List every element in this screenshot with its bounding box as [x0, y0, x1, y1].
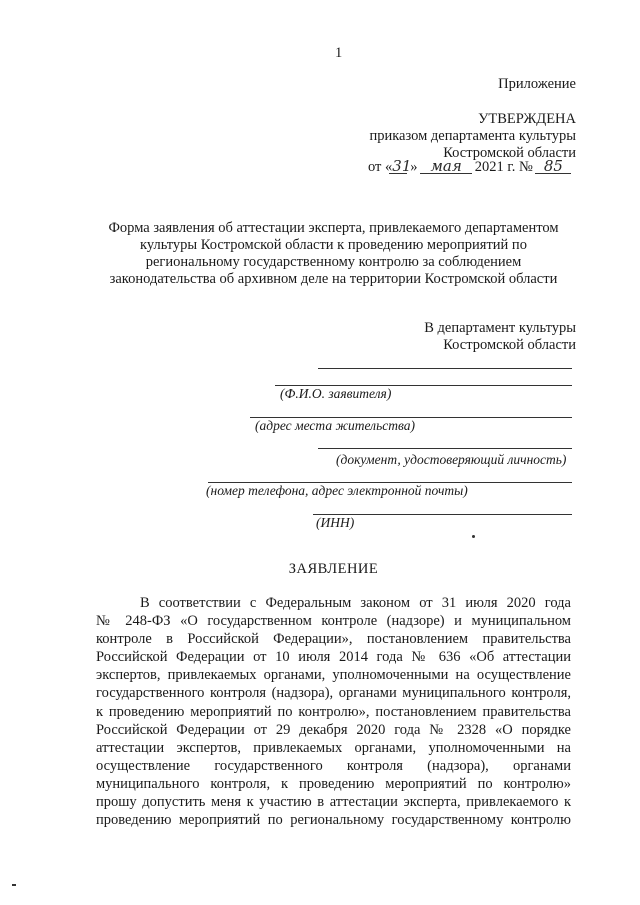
order-region: Костромской области [443, 145, 576, 161]
date-prefix: от « [368, 159, 393, 175]
body-line: прошу допустить меня к участию в аттестации эксперта, привлекаемого к [96, 794, 571, 811]
form-title-line-2: культуры Костромской области к проведению мероприятий по [140, 237, 527, 253]
document-blank-line-1 [318, 448, 572, 449]
body-line: аттестации экспертов, привлекаемых органами, уполномоченными на [96, 739, 571, 756]
form-title-line-4: законодательства об архивном деле на территории Костромской области [109, 271, 558, 287]
body-line: В соответствии с Федеральным законом от 31 июля 2020 года [140, 595, 571, 611]
document-hint: (документ, удостоверяющий личность) [336, 452, 567, 467]
addressee-line-2: Костромской области [443, 337, 576, 353]
date-day-handwritten: 31 [392, 157, 412, 175]
body-line: Российской Федерации от 10 июля 2014 года № 636 «Об аттестации [96, 649, 571, 666]
order-number-underline [535, 173, 571, 174]
scan-mark [12, 884, 16, 886]
body-line: контроле в Российской Федерации», постановлением правительства [96, 631, 571, 648]
form-title-line-1: Форма заявления об аттестации эксперта, привлекаемого департаментом [108, 220, 559, 236]
address-hint: (адрес места жительства) [255, 418, 415, 433]
body-line: осуществление государственного контроля (надзора), органами [96, 757, 571, 774]
order-number-handwritten: 85 [543, 157, 563, 175]
contacts-hint: (номер телефона, адрес электронной почты) [206, 483, 468, 498]
approved-label: УТВЕРЖДЕНА [478, 111, 576, 127]
body-line: экспертов, привлекаемых органами, уполномоченными на осуществление [96, 667, 571, 684]
statement-title: ЗАЯВЛЕНИЕ [288, 561, 379, 577]
body-line: Российской Федерации от 29 декабря 2020 года № 2328 «О порядке [96, 721, 571, 738]
form-title-line-3: региональному государственному контролю за соблюдением [145, 254, 522, 270]
body-line: государственного контроля (надзора), органами муниципального контроля, [96, 685, 571, 702]
date-month-underline [420, 173, 472, 174]
body-line: проведению мероприятий по региональному государственному контролю [96, 812, 571, 829]
fio-blank-line-1 [318, 368, 572, 369]
date-day-underline [389, 173, 407, 174]
addressee-line-1: В департамент культуры [424, 320, 576, 336]
inn-hint: (ИНН) [316, 515, 355, 530]
page-number: 1 [335, 45, 343, 61]
order-line: приказом департамента культуры [369, 128, 576, 144]
date-month-handwritten: мая [430, 157, 462, 175]
body-line: муниципального контроля, к проведению мероприятий по контролю» [96, 775, 571, 792]
scan-speck [472, 535, 475, 538]
date-mid: » [410, 159, 418, 175]
statement-body [96, 594, 571, 829]
appendix-label: Приложение [498, 76, 576, 92]
fio-hint: (Ф.И.О. заявителя) [280, 386, 392, 401]
body-line: к проведению мероприятий по контролю», постановлением правительства [96, 703, 571, 720]
date-year: 2021 г. № [474, 159, 533, 175]
body-line: № 248-ФЗ «О государственном контроле (надзоре) и муниципальном [96, 613, 571, 630]
